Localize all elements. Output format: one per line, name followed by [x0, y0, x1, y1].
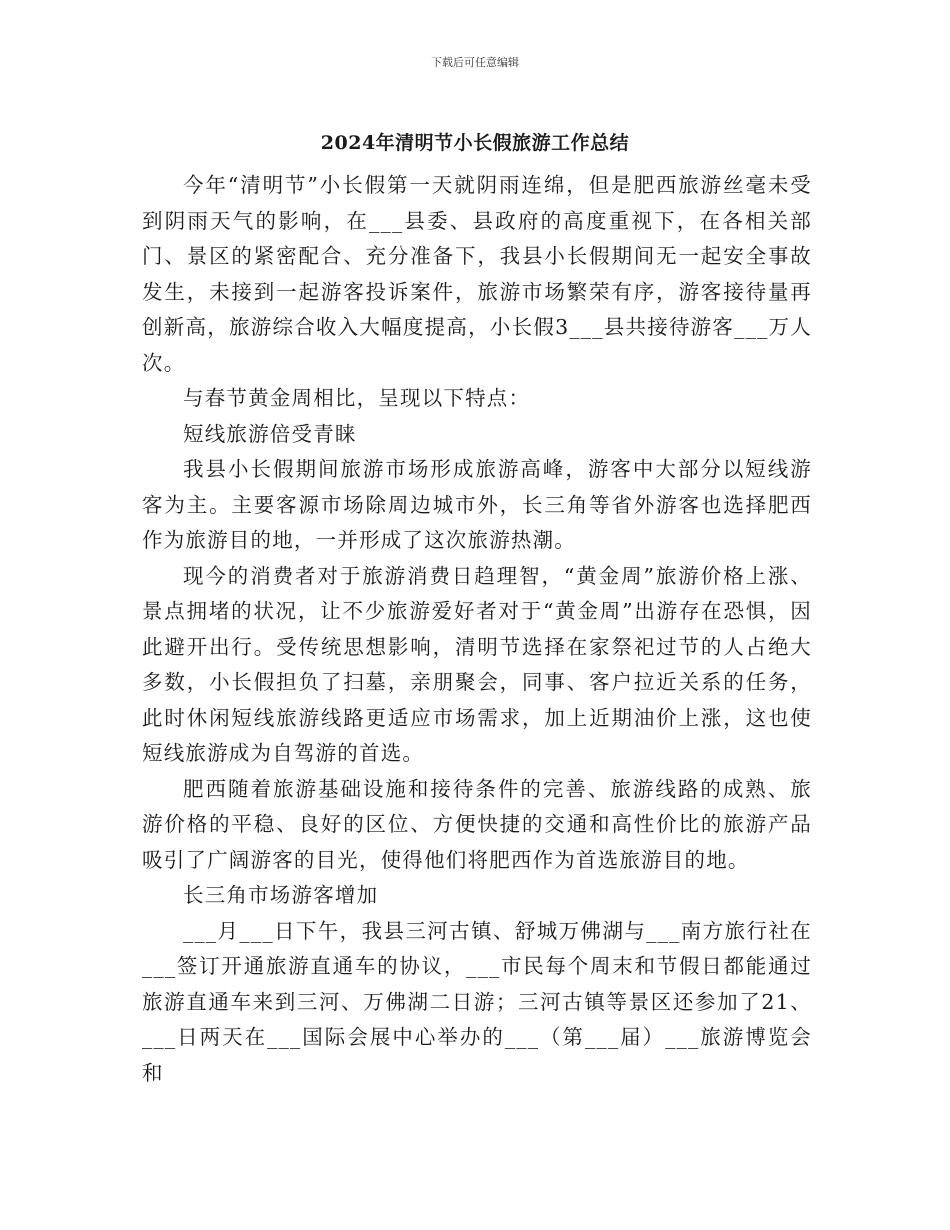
paragraph-intro: 今年“清明节”小长假第一天就阴雨连绵，但是肥西旅游丝毫未受到阴雨天气的影响，在___县委、县政府的高度重视下，在各相关部门、景区的紧密配合、充分准备下，我县小长假期间无一起安全事故发生，未接到一起游客投诉案件，旅游市场繁荣有序，游客接待量再创新高，旅游综合收入大幅度提高，小长假3___县共接待游客___万人次。 — [142, 173, 812, 375]
paragraph-short-trips: 我县小长假期间旅游市场形成旅游高峰，游客中大部分以短线游客为主。主要客源市场除周边城市外，长三角等省外游客也选择肥西作为旅游目的地，一并形成了这次旅游热潮。 — [142, 457, 812, 552]
header-note: 下载后可任意编辑 — [431, 56, 519, 69]
document-body — [142, 168, 812, 1091]
document-title: 2024年清明节小长假旅游工作总结 — [320, 132, 630, 154]
section-heading-short-trips: 短线旅游倍受青睐 — [183, 421, 357, 446]
paragraph-infrastructure: 肥西随着旅游基础设施和接待条件的完善、旅游线路的成熟、旅游价格的平稳、良好的区位、方便快捷的交通和高性价比的旅游产品吸引了广阔游客的目光，使得他们将肥西作为首选旅游目的地。 — [142, 776, 812, 872]
section-heading-yangtze-delta: 长三角市场游客增加 — [183, 883, 379, 907]
paragraph-comparison-lead: 与春节黄金周相比，呈现以下特点： — [183, 386, 531, 410]
paragraph-consumer-trends: 现今的消费者对于旅游消费日趋理智，“黄金周”旅游价格上涨、景点拥堵的状况，让不少旅游爱好者对于“黄金周”出游存在恐惧，因此避开出行。受传统思想影响，清明节选择在家祭祀过节的人占绝大多数，小长假担负了扫墓，亲朋聚会，同事、客户拉近关系的任务，此时休闲短线旅游线路更适应市场需求，加上近期油价上涨，这也使短线旅游成为自驾游的首选。 — [142, 563, 812, 765]
paragraph-direct-bus: ___月___日下午，我县三河古镇、舒城万佛湖与___南方旅行社在___签订开通旅游直通车的协议，___市民每个周末和节假日都能通过旅游直通车来到三河、万佛湖二日游；三河古镇等景区还参加了21、___日两天在___国际会展中心举办的___（第___届）___旅游博览会和 — [142, 918, 812, 1085]
